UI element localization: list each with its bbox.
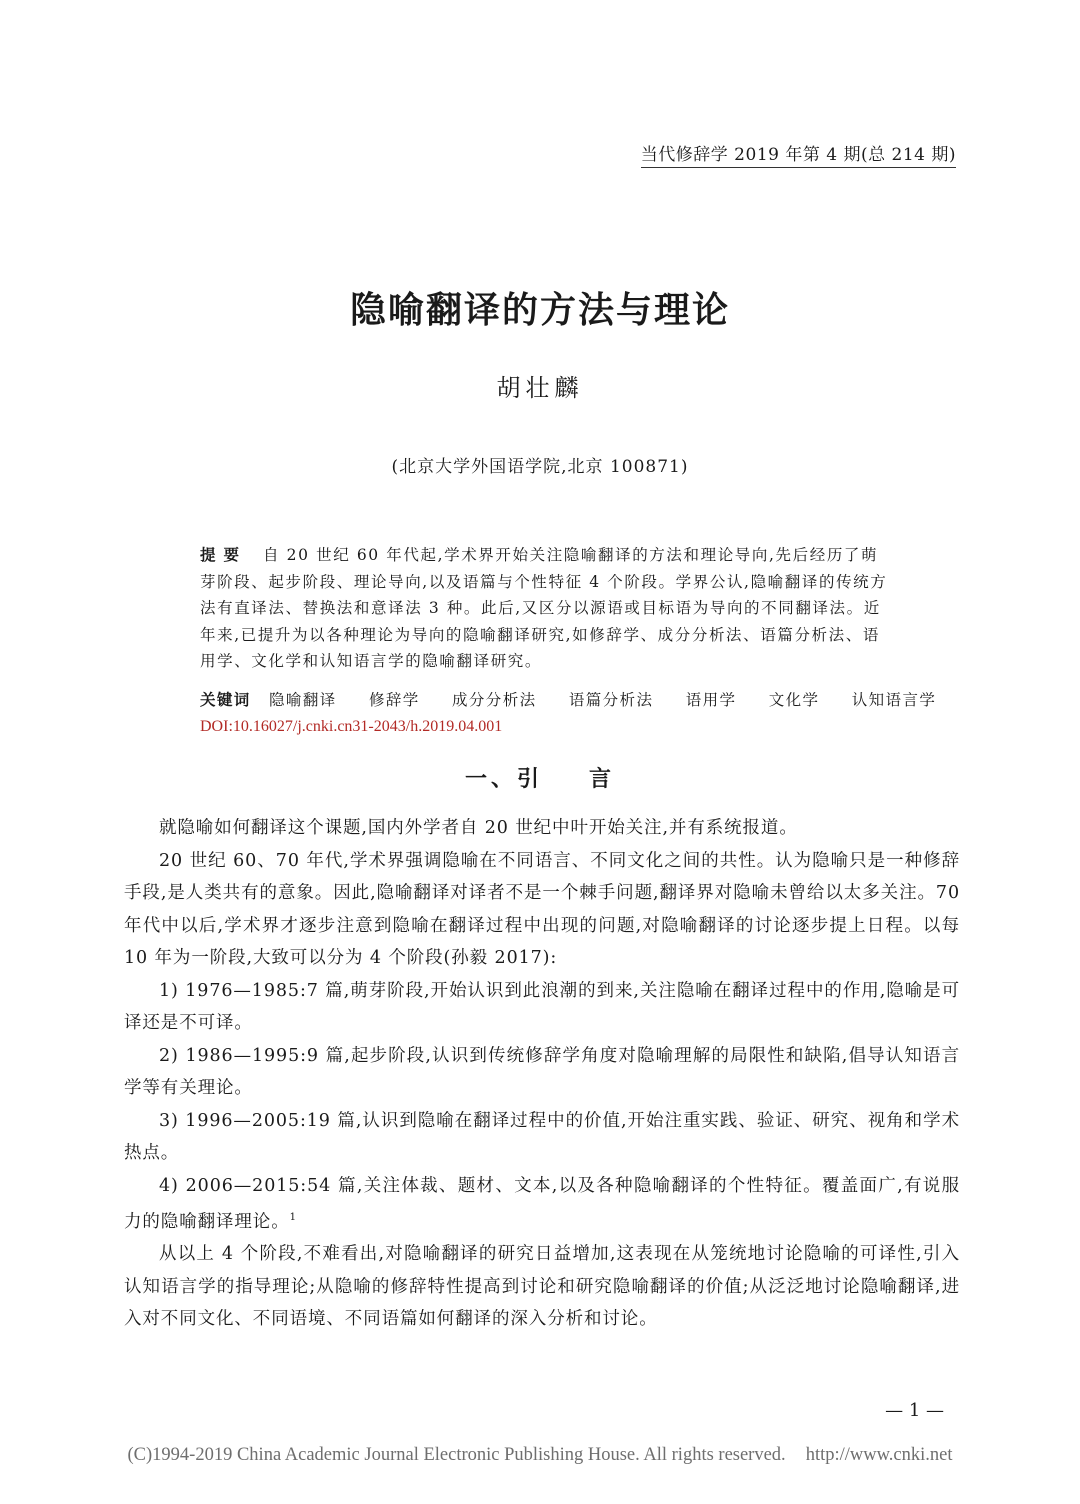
abstract-text: 自 20 世纪 60 年代起,学术界开始关注隐喻翻译的方法和理论导向,先后经历了萌芽阶段、起步阶段、理论导向,以及语篇与个性特征 4 个阶段。学界公认,隐喻翻译的传统方法有直译法、替换法和意译法 3 种。此后,又区分以源语或目标语为导向的不同翻译法。近年来,已提升为以各种理论为导向的隐喻翻译研究,如修辞学、成分分析法、语篇分析法、语用学、文化学和认知语言学的隐喻翻译研究。: [200, 546, 888, 670]
paragraph: 20 世纪 60、70 年代,学术界强调隐喻在不同语言、不同文化之间的共性。认为隐喻只是一种修辞手段,是人类共有的意象。因此,隐喻翻译对译者不是一个棘手问题,翻译界对隐喻未曾给以太多关注。70 年代中以后,学术界才逐步注意到隐喻在翻译过程中出现的问题,对隐喻翻译的讨论逐步提上日程。以每 10 年为一阶段,大致可以分为 4 个阶段(孙毅 2017):: [124, 850, 960, 968]
keyword: 修辞学: [368, 691, 420, 709]
page-number: — 1 —: [885, 1400, 944, 1421]
section-heading: [0, 762, 1080, 793]
copyright-notice: (C)1994-2019 China Academic Journal Electronic Publishing House. All rights reserved.: [127, 1445, 786, 1465]
author-name: 胡壮麟: [496, 374, 584, 402]
paragraph: 2) 1986—1995:9 篇,起步阶段,认识到传统修辞学角度对隐喻理解的局限性和缺陷,倡导认知语言学等有关理论。: [124, 1045, 960, 1098]
section-title: 言: [589, 767, 616, 792]
paragraph: [124, 1170, 960, 1239]
paragraph-text: 4) 2006—2015:54 篇,关注体裁、题材、文本,以及各种隐喻翻译的个性特征。覆盖面广,有说服力的隐喻翻译理论。: [124, 1175, 960, 1232]
footnote-marker[interactable]: 1: [289, 1212, 297, 1223]
doi-link[interactable]: DOI:10.16027/j.cnki.cn31-2043/h.2019.04.001: [200, 718, 503, 735]
footer: [0, 1445, 1080, 1466]
paragraph: 1) 1976—1985:7 篇,萌芽阶段,开始认识到此浪潮的到来,关注隐喻在翻译过程中的作用,隐喻是可译还是不可译。: [124, 980, 960, 1033]
keywords-label: 关键词: [200, 691, 251, 709]
keyword: 认知语言学: [851, 691, 937, 709]
paragraph: 从以上 4 个阶段,不难看出,对隐喻翻译的研究日益增加,这表现在从笼统地讨论隐喻的可译性,引入认知语言学的指导理论;从隐喻的修辞特性提高到讨论和研究隐喻翻译的价值;从泛泛地讨论隐喻翻译,进入对不同文化、不同语境、不同语篇如何翻译的深入分析和讨论。: [124, 1244, 960, 1330]
body-text: [124, 812, 960, 1336]
keyword: 成分分析法: [452, 691, 537, 709]
keyword: 文化学: [768, 691, 820, 709]
abstract: [200, 542, 895, 675]
keyword: 语用学: [685, 691, 737, 709]
article-title: 隐喻翻译的方法与理论: [349, 290, 730, 331]
keywords: [200, 688, 962, 710]
footer-url[interactable]: http://www.cnki.net: [805, 1445, 953, 1465]
paragraph: 就隐喻如何翻译这个课题,国内外学者自 20 世纪中叶开始关注,并有系统报道。: [159, 818, 798, 838]
paragraph: 3) 1996—2005:19 篇,认识到隐喻在翻译过程中的价值,开始注重实践、验证、研究、视角和学术热点。: [124, 1110, 960, 1163]
author-affiliation: (北京大学外国语学院,北京 100871): [391, 457, 689, 477]
abstract-label: 提要: [200, 546, 248, 564]
keyword: 隐喻翻译: [269, 691, 337, 709]
section-number: 一、引: [464, 767, 543, 792]
keyword: 语篇分析法: [568, 691, 654, 709]
journal-header: 当代修辞学 2019 年第 4 期(总 214 期): [641, 140, 956, 168]
